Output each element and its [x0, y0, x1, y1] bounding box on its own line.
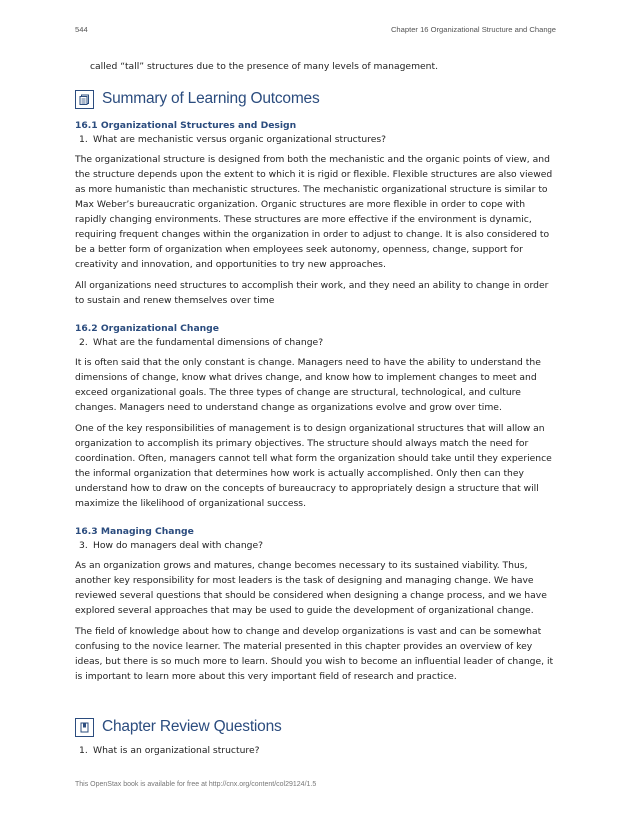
book-icon [75, 718, 94, 737]
document-list-icon [75, 90, 94, 109]
page-number: 544 [75, 25, 88, 34]
paragraph: It is often said that the only constant is change. Managers need to have the ability to understand the dimensions of change, know what drives change, and know how to implement changes to meet and exceed organizational goals. The three types of change are structural, technological, and culture changes. Managers need to understand change as organizations evolve and grow over time. [75, 357, 541, 413]
review-question: 1. What is an organizational structure? [79, 745, 260, 756]
chapter-title: Chapter 16 Organizational Structure and Change [390, 25, 556, 34]
section-title: Summary of Learning Outcomes [102, 90, 320, 107]
subsection-heading: 16.3 Managing Change [75, 526, 194, 537]
review-heading [75, 716, 557, 738]
continuation-text: called “tall” structures due to the presence of many levels of management. [90, 61, 439, 72]
page-content [75, 60, 557, 757]
running-header [75, 25, 556, 34]
learning-question: 2. What are the fundamental dimensions of change? [79, 337, 324, 348]
paragraph: The organizational structure is designed from both the mechanistic and the organic points of view, and the structure depends upon the extent to which it is rigid or flexible. Flexible structures are also viewed as more humanistic than mechanistic structures. The mechanistic organizational structure is similar to Max Weber’s bureaucratic organization. Organic structures are more flexible in order to cope with rapidly changing environments. These structures are more effective if the environment is dynamic, requiring frequent changes within the organization in order to adjust to change. It is also considered to be a better form of organization when employees seek autonomy, openness, change, support for creativity and innovation, and opportunities to try new approaches. [75, 154, 553, 270]
paragraph: All organizations need structures to accomplish their work, and they need an ability to change in order to sustain and renew themselves over time [75, 280, 549, 306]
section-title: Chapter Review Questions [102, 718, 282, 735]
paragraph: The field of knowledge about how to change and develop organizations is vast and can be somewhat confusing to the novice learner. The material presented in this chapter provides an overview of key ideas, but there is so much more to learn. Should you wish to become an influential leader of change, it is important to learn more about this very important field of research and practice. [75, 626, 554, 682]
paragraph: One of the key responsibilities of management is to design organizational structures that will allow an organization to accomplish its primary objectives. The structure should always match the need for coordination. Often, managers cannot tell what form the organization should take until they experience the informal organization that determines how work is actually accomplished. Only then can they understand how to draw on the concepts of bureaucracy to appropriately design a structure that will maximize the likelihood of organizational success. [75, 423, 552, 509]
subsection-heading: 16.2 Organizational Change [75, 323, 219, 334]
learning-question: 3. How do managers deal with change? [79, 540, 264, 551]
learning-question: 1. What are mechanistic versus organic organizational structures? [79, 134, 387, 145]
footer-note: This OpenStax book is available for free at http://cnx.org/content/col29124/1.5 [75, 781, 317, 788]
summary-heading [75, 88, 557, 110]
paragraph: As an organization grows and matures, change becomes necessary to its sustained viability. Thus, another key responsibility for most leaders is the task of designing and managing change. We have reviewed several questions that should be considered when designing a change process, and we have explored several approaches that may be used to guide the development of organizational change. [75, 560, 547, 616]
subsection-heading: 16.1 Organizational Structures and Design [75, 120, 297, 131]
